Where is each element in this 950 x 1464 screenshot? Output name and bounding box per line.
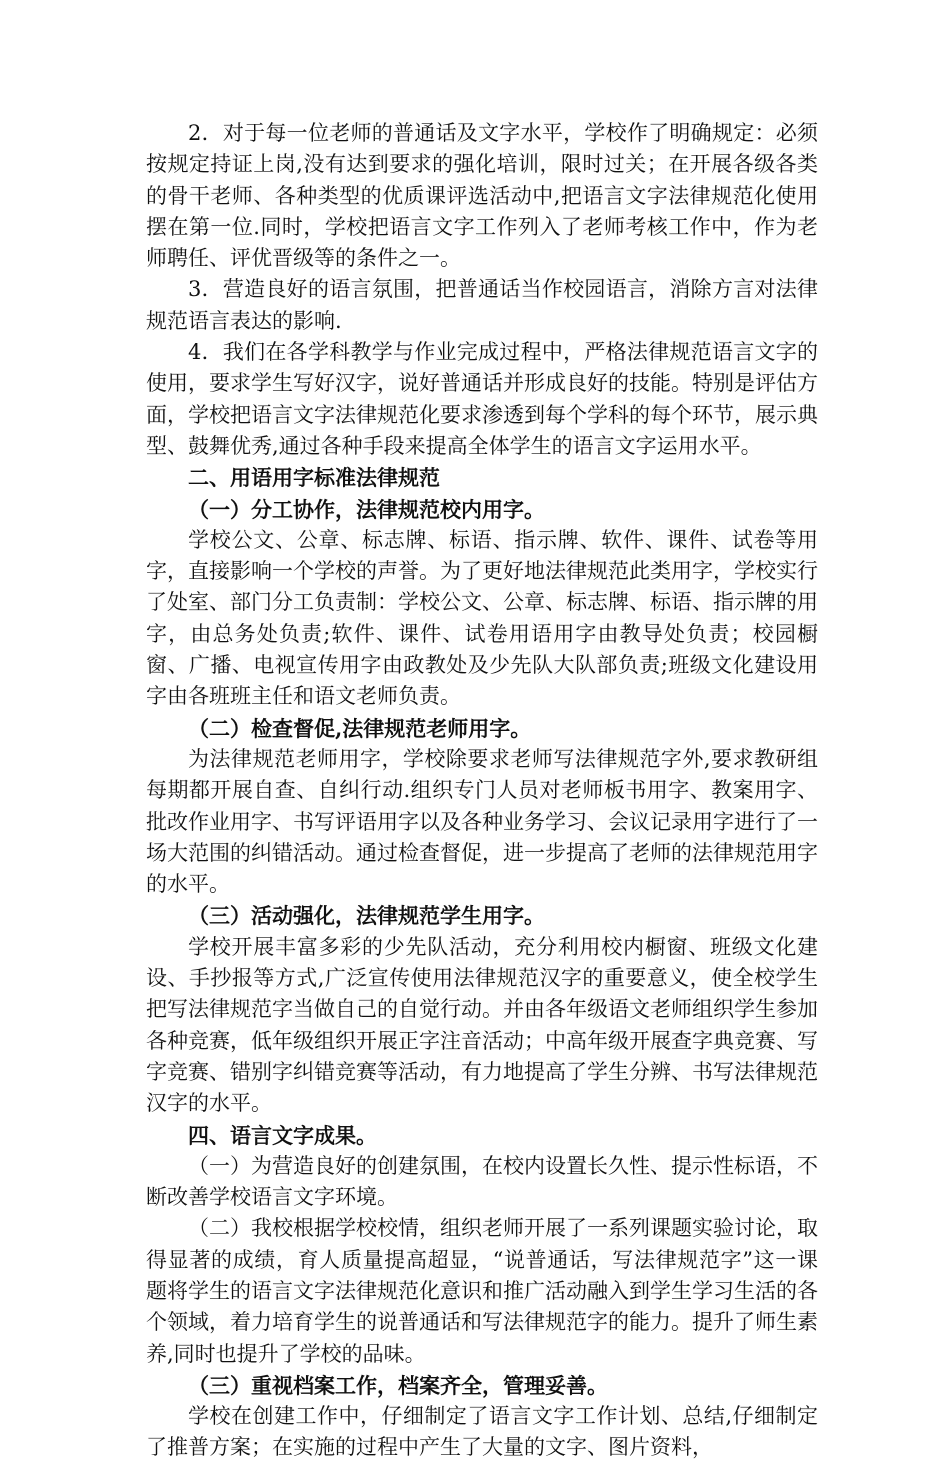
section-heading-usage-standards: 二、用语用字标准法律规范 xyxy=(188,465,440,491)
paragraph-teacher-standards: 2．对于每一位老师的普通话及文字水平，学校作了明确规定：必须按规定持证上岗,没有达到要求的强化培训，限时过关；在开展各级各类的骨干老师、各种类型的优质课评选活动中,把语言文字法律规范化使用摆在第一位.同时，学校把语言文字工作列入了老师考核工作中，作为老师聘任、评优晋级等的条件之一。 xyxy=(146,121,818,271)
subheading-inspection: （二）检查督促,法律规范老师用字。 xyxy=(188,715,532,741)
paragraph-campus-usage: 学校公文、公章、标志牌、标语、指示牌、软件、课件、试卷等用字，直接影响一个学校的声誉。为了更好地法律规范此类用字，学校实行了处室、部门分工负责制：学校公文、公章、标志牌、标语、指示牌的用字，由总务处负责;软件、课件、试卷用语用字由教导处负责；校园橱窗、广播、电视宣传用字由政教处及少先队大队部负责;班级文化建设用字由各班班主任和语文老师负责。 xyxy=(146,527,818,709)
section-heading-achievements: 四、语言文字成果。 xyxy=(188,1122,377,1148)
paragraph-teacher-usage: 为法律规范老师用字，学校除要求老师写法律规范字外,要求教研组每期都开展自查、自纠行动.组织专门人员对老师板书用字、教案用字、批改作业用字、书写评语用字以及各种业务学习、会议记录用字进行了一场大范围的纠错活动。通过检查督促，进一步提高了老师的法律规范用字的水平。 xyxy=(146,746,818,897)
document-body xyxy=(146,118,818,1464)
paragraph-achievement-2: （二）我校根据学校校情，组织老师开展了一系列课题实验讨论，取得显著的成绩，育人质量提高超显，“说普通话，写法律规范字”这一课题将学生的语言文字法律规范化意识和推广活动融入到学生学习生活的各个领域，着力培育学生的说普通话和写法律规范字的能力。提升了师生素养,同时也提升了学校的品味。 xyxy=(146,1216,818,1366)
paragraph-language-atmosphere: 3．营造良好的语言氛围，把普通话当作校园语言，消除方言对法律规范语言表达的影响. xyxy=(146,277,818,333)
paragraph-student-usage: 学校开展丰富多彩的少先队活动，充分利用校内橱窗、班级文化建设、手抄报等方式,广泛宣传使用法律规范汉字的重要意义，使全校学生把写法律规范字当做自己的自觉行动。并由各年级语文老师组织学生参加各种竞赛，低年级组织开展正字注音活动；中高年级开展查字典竞赛、写字竞赛、错别字纠错竞赛等活动，有力地提高了学生分辨、书写法律规范汉字的水平。 xyxy=(146,934,818,1116)
subheading-activities: （三）活动强化，法律规范学生用字。 xyxy=(188,903,545,929)
subheading-archives: （三）重视档案工作，档案齐全，管理妥善。 xyxy=(188,1372,608,1398)
subheading-division-of-labor: （一）分工协作，法律规范校内用字。 xyxy=(188,496,545,522)
paragraph-subject-teaching: 4．我们在各学科教学与作业完成过程中，严格法律规范语言文字的使用，要求学生写好汉字，说好普通话并形成良好的技能。特别是评估方面，学校把语言文字法律规范化要求渗透到每个学科的每个环节，展示典型、鼓舞优秀,通过各种手段来提高全体学生的语言文字运用水平。 xyxy=(146,340,818,458)
paragraph-archives: 学校在创建工作中，仔细制定了语言文字工作计划、总结,仔细制定了推普方案；在实施的过程中产生了大量的文字、图片资料， xyxy=(146,1404,818,1460)
paragraph-achievement-1: （一）为营造良好的创建氛围，在校内设置长久性、提示性标语，不断改善学校语言文字环境。 xyxy=(146,1153,818,1210)
